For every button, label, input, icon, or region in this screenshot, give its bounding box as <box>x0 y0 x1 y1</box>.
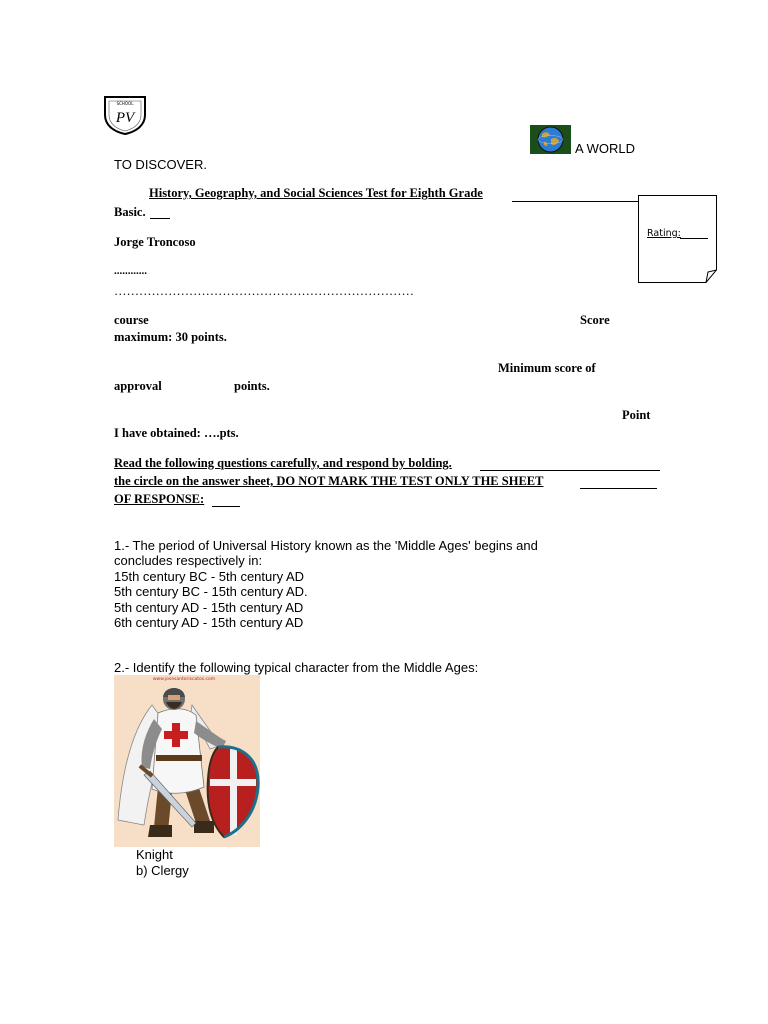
score-label: Score <box>580 313 610 327</box>
logo-text: PV <box>115 110 135 126</box>
teacher-name: Jorge Troncoso <box>114 235 196 249</box>
instructions-line1: Read the following questions carefully, and respond by bolding. <box>114 456 452 470</box>
test-title-cont: Basic. <box>114 205 146 219</box>
question-2-text: 2.- Identify the following typical character from the Middle Ages: <box>114 660 479 675</box>
approval-label: approval <box>114 379 162 393</box>
instructions-rule3 <box>212 506 240 507</box>
points-label: points. <box>234 379 270 393</box>
question-1-option[interactable]: 5th century BC - 15th century AD. <box>114 584 308 599</box>
question-1-option[interactable]: 15th century BC - 5th century AD <box>114 569 305 584</box>
logo-small-text: SCHOOL <box>116 101 134 106</box>
question-1-text-cont: concludes respectively in: <box>114 553 263 568</box>
name-dots-short: ............ <box>114 265 147 277</box>
question-2-option[interactable]: b) Clergy <box>136 863 189 878</box>
rating-label: Rating: <box>647 228 681 239</box>
title-cont-rule <box>150 218 170 219</box>
motto-part2: TO DISCOVER. <box>114 157 207 172</box>
globe-icon <box>530 125 571 154</box>
question-2-option[interactable]: Knight <box>136 847 173 862</box>
school-crest-icon <box>103 95 147 135</box>
question-1-option[interactable]: 6th century AD - 15th century AD <box>114 615 304 630</box>
question-1-option[interactable]: 5th century AD - 15th century AD <box>114 600 304 615</box>
motto-part1: A WORLD <box>575 141 635 156</box>
rating-line <box>680 238 708 239</box>
instructions-line2: the circle on the answer sheet, DO NOT MARK THE TEST ONLY THE SHEET <box>114 474 544 488</box>
course-label: course <box>114 313 149 327</box>
image-watermark: www.josesantoriscatos.com <box>152 677 216 682</box>
point-label: Point <box>622 408 651 422</box>
instructions-rule1 <box>480 470 660 471</box>
max-score: maximum: 30 points. <box>114 330 227 344</box>
min-score-label: Minimum score of <box>498 361 596 375</box>
obtained-score: I have obtained: ….pts. <box>114 426 239 440</box>
rating-box <box>638 195 717 283</box>
title-rule <box>512 201 639 202</box>
name-dots-long: ……………………………………………………………… <box>114 284 414 298</box>
instructions-line3: OF RESPONSE: <box>114 492 205 506</box>
question-1-text: 1.- The period of Universal History known as the 'Middle Ages' begins and <box>114 538 538 553</box>
knight-image <box>114 675 260 847</box>
test-title: History, Geography, and Social Sciences Test for Eighth Grade <box>149 186 483 200</box>
instructions-rule2 <box>580 488 657 489</box>
